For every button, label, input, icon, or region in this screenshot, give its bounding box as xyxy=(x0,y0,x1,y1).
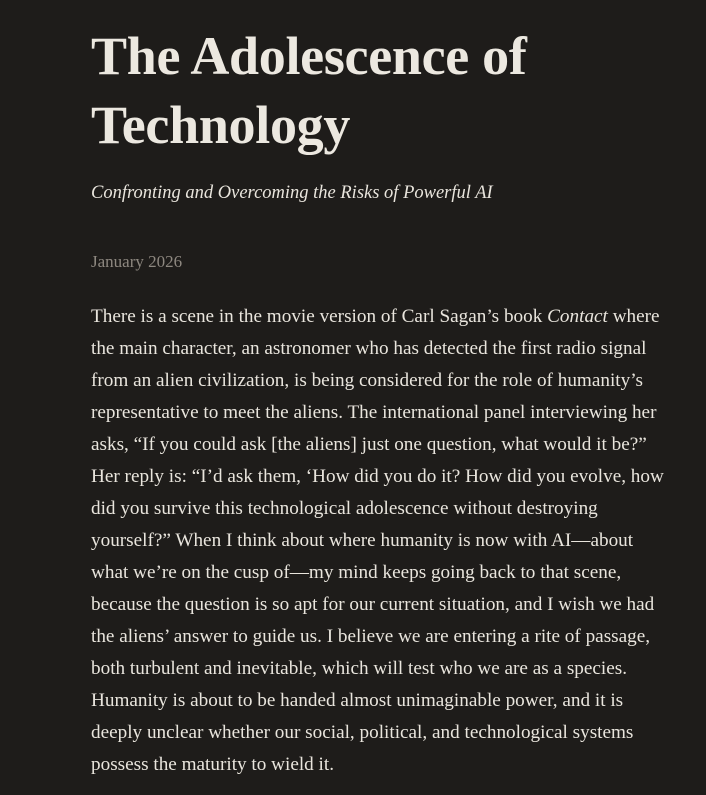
article-body xyxy=(91,273,669,781)
article-date: January 2026 xyxy=(91,252,183,272)
text-run: where the main character, an astronomer who has detected the first radio signal from an alien civilization, is being considered for the role of humanity’s representative to meet the aliens. The international panel interviewing her asks, “If you could ask [the aliens] just one question, what would it be?” Her reply is: “I’d ask them, ‘How did you do it? How did you evolve, how did you survive this technological adolescence without destroying yourself?” When I think about where humanity is now with AI—about what we’re on the cusp of—my mind keeps going back to that scene, because the question is so apt for our current situation, and I wish we had the aliens’ answer to guide us. I believe we are entering a rite of passage, both turbulent and inevitable, which will test who we are as a species. Humanity is about to be handed almost unimaginable power, and it is deeply unclear whether our social, political, and technological systems possess the maturity to wield it. xyxy=(91,306,664,776)
article-paragraph xyxy=(91,301,669,781)
article-subtitle: Confronting and Overcoming the Risks of Powerful AI xyxy=(91,183,493,204)
cited-work-title: Contact xyxy=(547,306,608,328)
text-run: There is a scene in the movie version of Carl Sagan’s book xyxy=(91,306,548,328)
page-title: The Adolescence of Technology xyxy=(91,26,527,156)
